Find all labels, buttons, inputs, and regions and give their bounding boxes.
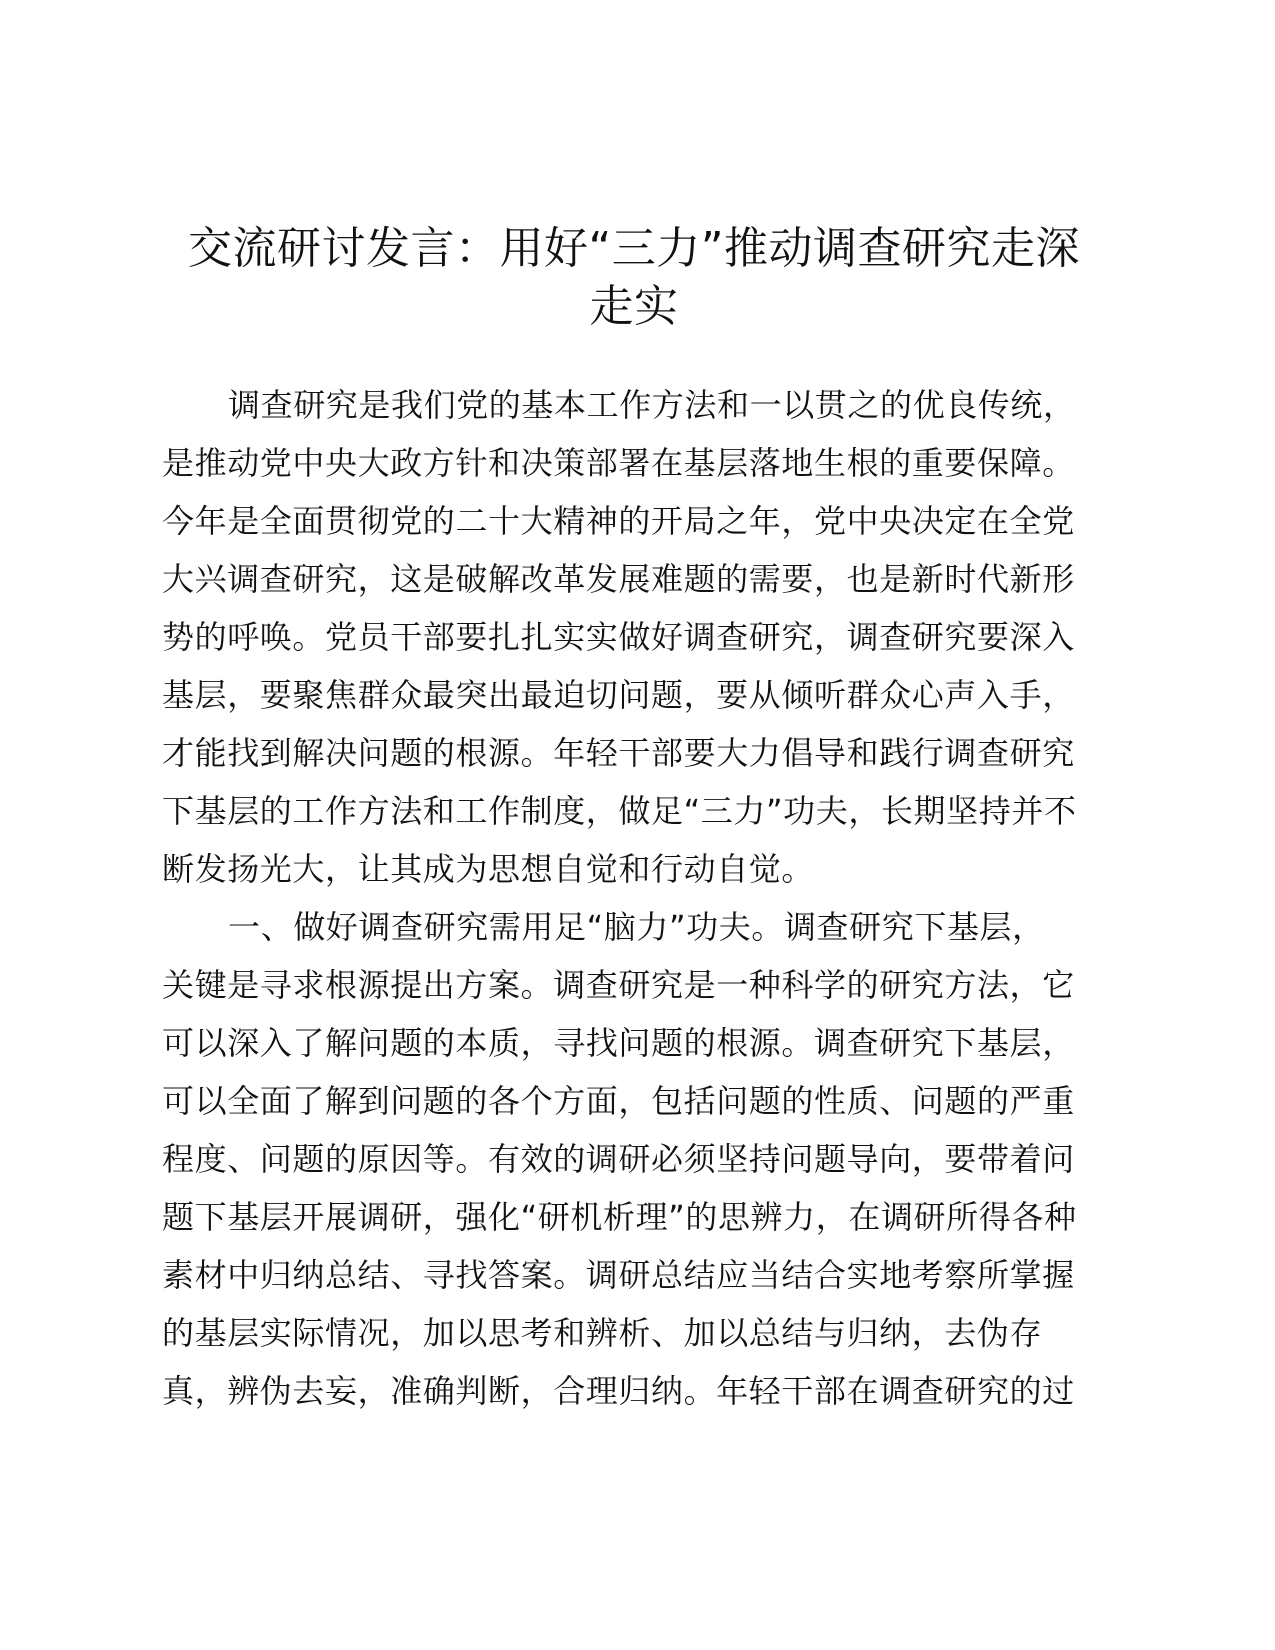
text-line: 程度、问题的原因等。有效的调研必须坚持问题导向，要带着问 — [162, 1140, 1075, 1178]
paragraph-intro — [162, 376, 1106, 898]
text-line: 的基层实际情况，加以思考和辨析、加以总结与归纳，去伪存 — [162, 1314, 1043, 1352]
text-line: 素材中归纳总结、寻找答案。调研总结应当结合实地考察所掌握 — [162, 1256, 1075, 1294]
text-line: 可以深入了解问题的本质，寻找问题的根源。调查研究下基层， — [162, 1024, 1075, 1062]
page-title — [162, 220, 1106, 336]
paragraph-section-one — [162, 898, 1106, 1420]
title-line: 走实 — [589, 281, 679, 332]
text-line: 题下基层开展调研，强化“研机析理”的思辨力，在调研所得各种 — [162, 1198, 1077, 1236]
text-line: 是推动党中央大政方针和决策部署在基层落地生根的重要保障。 — [162, 444, 1075, 482]
text-line: 基层，要聚焦群众最突出最迫切问题，要从倾听群众心声入手， — [162, 676, 1075, 714]
text-line: 下基层的工作方法和工作制度，做足“三力”功夫，长期坚持并不 — [162, 792, 1077, 830]
title-line: 交流研讨发言：用好“三力”推动调查研究走深 — [187, 223, 1081, 274]
text-line: 断发扬光大，让其成为思想自觉和行动自觉。 — [162, 850, 815, 888]
text-line: 今年是全面贯彻党的二十大精神的开局之年，党中央决定在全党 — [162, 502, 1075, 540]
text-line: 一、做好调查研究需用足“脑力”功夫。调查研究下基层， — [228, 908, 1045, 946]
text-line: 大兴调查研究，这是破解改革发展难题的需要，也是新时代新形 — [162, 560, 1075, 598]
text-line: 势的呼唤。党员干部要扎扎实实做好调查研究，调查研究要深入 — [162, 618, 1075, 656]
document-body — [162, 376, 1106, 1420]
text-line: 真，辨伪去妄，准确判断，合理归纳。年轻干部在调查研究的过 — [162, 1372, 1075, 1410]
text-line: 关键是寻求根源提出方案。调查研究是一种科学的研究方法，它 — [162, 966, 1075, 1004]
text-line: 才能找到解决问题的根源。年轻干部要大力倡导和践行调查研究 — [162, 734, 1075, 772]
text-line: 调查研究是我们党的基本工作方法和一以贯之的优良传统， — [228, 386, 1076, 424]
text-line: 可以全面了解到问题的各个方面，包括问题的性质、问题的严重 — [162, 1082, 1075, 1120]
